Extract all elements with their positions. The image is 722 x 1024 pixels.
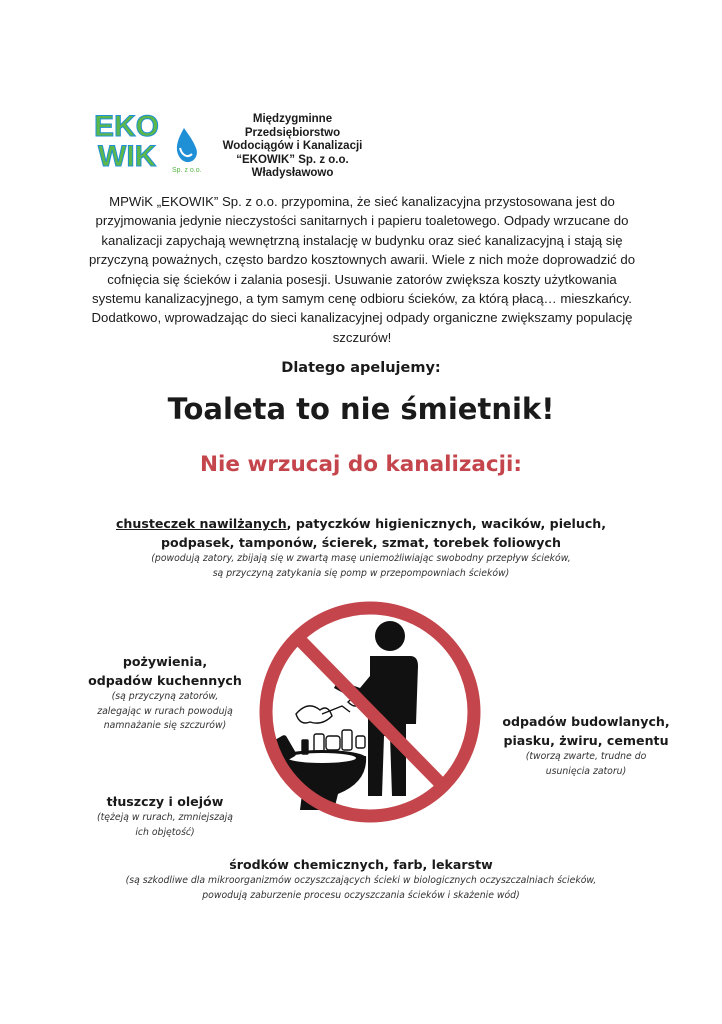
company-line-2: Wodociągów i Kanalizacji (222, 140, 363, 152)
item-wipes-line-2: podpasek, tamponów, ścierek, szmat, torebek foliowych (161, 535, 561, 550)
item-wipes-note-2: są przyczyną zatykania się pomp w przepompowniach ścieków) (212, 567, 510, 579)
item-fat-line-1: tłuszczy i olejów (106, 794, 224, 809)
company-line-3: “EKOWIK” Sp. z o.o. (236, 153, 349, 166)
item-food-line-2: odpadów kuchennych (88, 673, 242, 688)
item-fat-note-1: (tężeją w rurach, zmniejszają (97, 812, 233, 823)
item-building-note-2: usunięcia zatoru) (545, 765, 627, 777)
no-litter-in-toilet-sign (256, 596, 484, 828)
sub-headline: Nie wrzucaj do kanalizacji: (200, 452, 522, 477)
company-line-4: Władysławowo (251, 167, 334, 179)
item-food-note-2: zalegając w rurach powodują (97, 705, 233, 717)
item-fat (50, 792, 280, 840)
item-food-note-3: namnażanie się szczurów) (103, 720, 227, 731)
item-wipes-underlined: chusteczek nawilżanych (115, 516, 287, 531)
item-chemicals (80, 855, 642, 903)
main-headline: Toaleta to nie śmietnik! (167, 392, 555, 426)
item-building-line-1: odpadów budowlanych, (502, 714, 670, 729)
item-wipes-line-1 (110, 514, 612, 533)
item-chemicals-line-1: środków chemicznych, farb, lekarstw (229, 857, 493, 872)
item-fat-note-2: ich objętość) (135, 826, 195, 838)
intro-paragraph: MPWiK „EKOWIK” Sp. z o.o. przypomina, że sieć kanalizacyjna przystosowana jest do przyjmowania jedynie nieczystości sanitarnych i papieru toaletowego. Odpady wrzucane do kanalizacji zapychają wewnętrzną instalację w budynku oraz sieć kanalizacyjną i stają się przyczyną poważnych, często bardzo kosztownych awarii. Wiele z nich może doprowadzić do cofnięcia się ścieków i zalania posesji. Usuwanie zatorów zwiększa koszty użytkowania systemu kanalizacyjnego, a tym samym cenę odbioru ścieków, za którą płacą… mieszkańcy. Dodatkowo, wprowadzając do sieci kanalizacyjnej odpady organiczne zwiększamy populację szczurów! (88, 194, 636, 345)
item-food-note-1: (są przyczyną zatorów, (111, 691, 219, 702)
appeal-heading: Dlatego apelujemy: (281, 360, 441, 376)
item-food (50, 652, 280, 734)
logo-text-bottom: WIK (98, 140, 157, 173)
item-food-line-1: pożywienia, (122, 654, 208, 669)
item-wipes-note-1: (powodują zatory, zbijają się w zwartą masę uniemożliwiając swobodny przepływ ścieków, (151, 553, 571, 564)
item-building (488, 712, 684, 779)
litter-icon (296, 699, 365, 754)
item-wipes (110, 514, 612, 581)
item-building-note-1: (tworzą zwarte, trudne do (525, 751, 647, 762)
ekowik-logo (92, 108, 202, 174)
logo-text-top: EKO (94, 110, 160, 143)
item-building-line-2: piasku, żwiru, cementu (503, 733, 669, 748)
item-chemicals-note-2: powodują zaburzenie procesu oczyszczania ścieków i skażenie wód) (202, 889, 520, 901)
logo-small-text: Sp. z o.o. (172, 167, 202, 174)
item-chemicals-note-1: (są szkodliwe dla mikroorganizmów oczyszczających ścieki w biologicznych oczyszczalniach ścieków, (125, 875, 597, 886)
item-wipes-rest: , patyczków higienicznych, wacików, pieluch, (286, 516, 607, 531)
company-line-1: Międzygminne Przedsiębiorstwo (244, 113, 341, 139)
company-name (205, 113, 380, 181)
